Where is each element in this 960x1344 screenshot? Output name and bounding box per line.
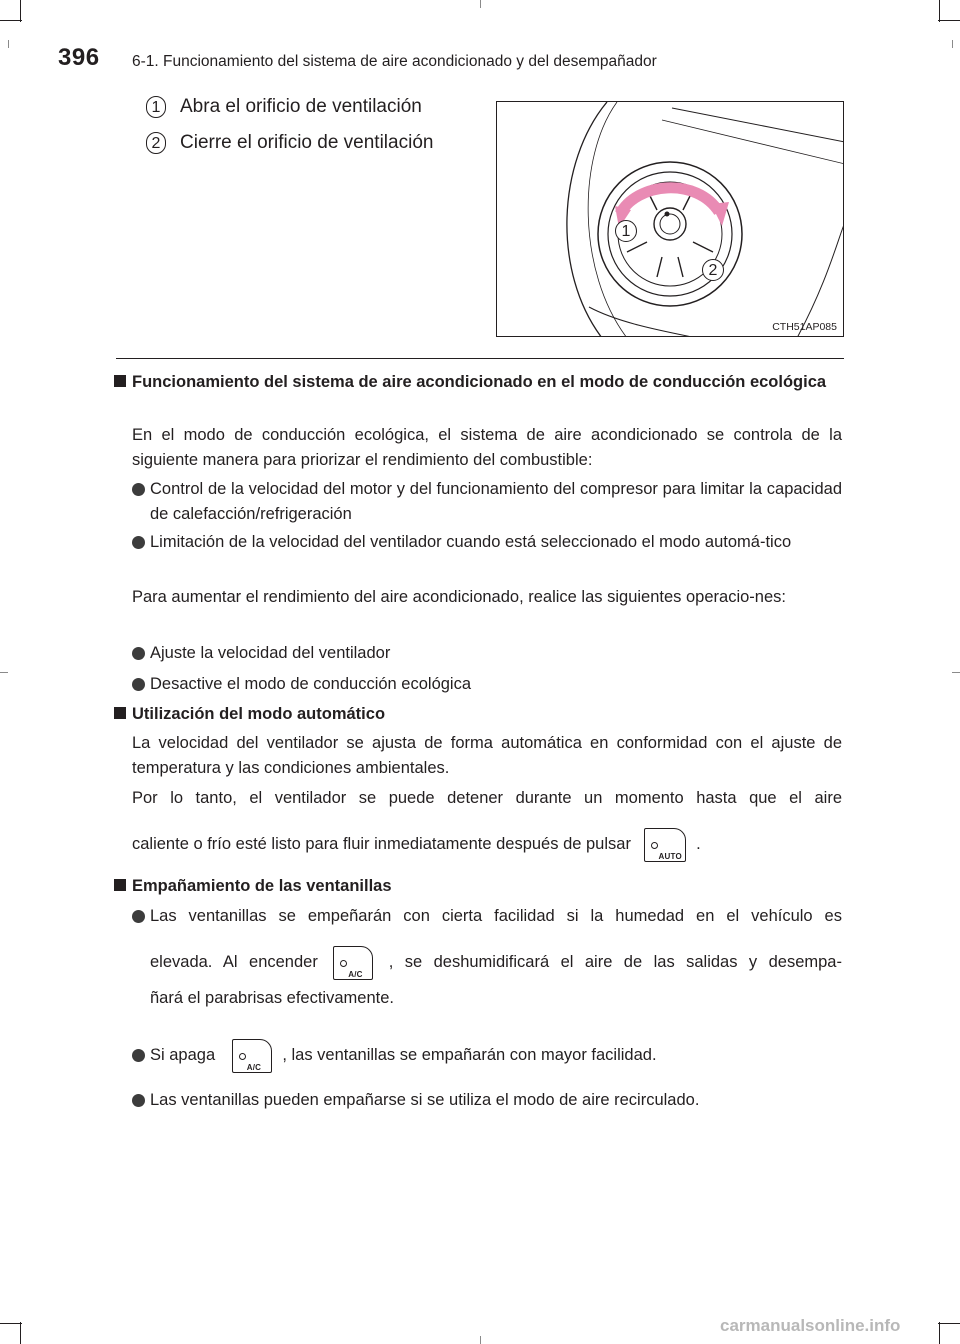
registration-tick <box>952 672 960 673</box>
crop-mark-tr-v <box>939 0 940 22</box>
vent-drawing <box>497 102 844 337</box>
list-item <box>132 530 842 555</box>
heading-text: Funcionamiento del sistema de aire acondicionado en el modo de conducción ecológica <box>132 373 827 391</box>
callout-2 <box>146 132 433 154</box>
list-item-continued <box>132 986 842 1011</box>
heading-text: Utilización del modo automático <box>132 705 386 723</box>
list-item <box>132 1037 842 1073</box>
bullet-text: Control de la velocidad del motor y del funcionamiento del compresor para limitar la capacidad de calefacción/refrigeración <box>150 480 842 523</box>
crop-mark-tl-v <box>20 0 21 22</box>
auto-para2-line2 <box>132 826 842 862</box>
callout-number: 1 <box>146 96 166 118</box>
callout-text: Abra el orificio de ventilación <box>180 96 422 117</box>
crop-mark-tr-h <box>938 20 960 21</box>
section-heading-eco <box>114 370 842 395</box>
eco-para2: Para aumentar el rendimiento del aire acondicionado, realice las siguientes operacio-nes: <box>132 588 786 606</box>
bullet-text: Las ventanillas pueden empañarse si se utiliza el modo de aire recirculado. <box>150 1091 700 1109</box>
bullet-dot-icon <box>132 1049 145 1062</box>
heading-square-icon <box>114 879 126 891</box>
bullet-text: , se deshumidificará el aire de las salidas y desempa- <box>388 953 842 971</box>
list-item <box>132 477 842 527</box>
section-divider <box>116 358 844 359</box>
auto-para2-text: caliente o frío esté listo para fluir inmediatamente después de pulsar <box>132 835 631 853</box>
list-item <box>132 1088 842 1113</box>
crop-mark-bl-h <box>0 1323 22 1324</box>
figure-code: CTH51AP085 <box>772 321 837 333</box>
bullet-text-line2 <box>150 944 842 980</box>
button-label: A/C <box>348 969 363 979</box>
section-heading-fog <box>114 874 842 899</box>
crop-mark-br-v <box>939 1322 940 1344</box>
figure-marker-1: 1 <box>615 220 637 242</box>
bullet-dot-icon <box>132 647 145 660</box>
bullet-dot-icon <box>132 910 145 923</box>
callout-text: Cierre el orificio de ventilación <box>180 132 434 153</box>
bullet-dot-icon <box>132 1094 145 1107</box>
registration-tick <box>480 1336 481 1344</box>
vent-illustration <box>496 101 844 337</box>
page-number: 396 <box>58 44 100 71</box>
list-item <box>132 904 842 929</box>
button-label: AUTO <box>658 851 682 861</box>
bullet-text: Ajuste la velocidad del ventilador <box>150 644 391 662</box>
auto-button-icon <box>644 828 686 862</box>
bullet-text: ñará el parabrisas efectivamente. <box>150 989 394 1007</box>
list-item <box>132 641 842 666</box>
bullet-text: Limitación de la velocidad del ventilador cuando está seleccionado el modo automá-tico <box>150 533 792 551</box>
watermark: carmanualsonline.info <box>720 1316 901 1335</box>
running-head: 6-1. Funcionamiento del sistema de aire acondicionado y del desempañador <box>132 53 657 70</box>
registration-tick <box>952 40 953 48</box>
bullet-text: Si apaga <box>150 1046 216 1064</box>
eco-intro: En el modo de conducción ecológica, el sistema de aire acondicionado se controla de la siguiente manera para priorizar el rendimiento del combustible: <box>132 426 842 469</box>
button-label: A/C <box>246 1062 262 1072</box>
indicator-light-icon <box>239 1053 246 1060</box>
auto-para2-end: . <box>696 835 701 853</box>
bullet-dot-icon <box>132 483 145 496</box>
callout-1 <box>146 96 422 118</box>
crop-mark-bl-v <box>20 1322 21 1344</box>
bullet-dot-icon <box>132 678 145 691</box>
bullet-text-with-button <box>150 1037 842 1073</box>
registration-tick <box>480 0 481 8</box>
bullet-dot-icon <box>132 536 145 549</box>
callout-number: 2 <box>146 132 166 154</box>
list-item-continued <box>132 944 842 980</box>
indicator-light-icon <box>340 960 347 967</box>
registration-tick <box>0 672 8 673</box>
heading-square-icon <box>114 707 126 719</box>
registration-tick <box>8 40 9 48</box>
crop-mark-tl-h <box>0 20 22 21</box>
ac-button-icon <box>232 1039 272 1073</box>
indicator-light-icon <box>651 842 658 849</box>
ac-button-icon <box>333 946 373 980</box>
bullet-text: elevada. Al encender <box>150 953 318 971</box>
figure-marker-2: 2 <box>702 259 724 281</box>
bullet-text: Desactive el modo de conducción ecológica <box>150 675 472 693</box>
heading-square-icon <box>114 375 126 387</box>
auto-para1: La velocidad del ventilador se ajusta de forma automática en conformidad con el ajuste de temperatura y las condiciones ambientales. <box>132 734 842 777</box>
list-item <box>132 672 842 697</box>
bullet-text: Las ventanillas se empeñarán con cierta facilidad si la humedad en el vehículo es <box>150 907 842 925</box>
section-heading-auto <box>114 702 842 727</box>
heading-text: Empañamiento de las ventanillas <box>132 877 392 895</box>
bullet-text: , las ventanillas se empañarán con mayor facilidad. <box>282 1046 657 1064</box>
auto-para2-line1: Por lo tanto, el ventilador se puede detener durante un momento hasta que el aire <box>132 789 842 807</box>
crop-mark-br-h <box>938 1323 960 1324</box>
